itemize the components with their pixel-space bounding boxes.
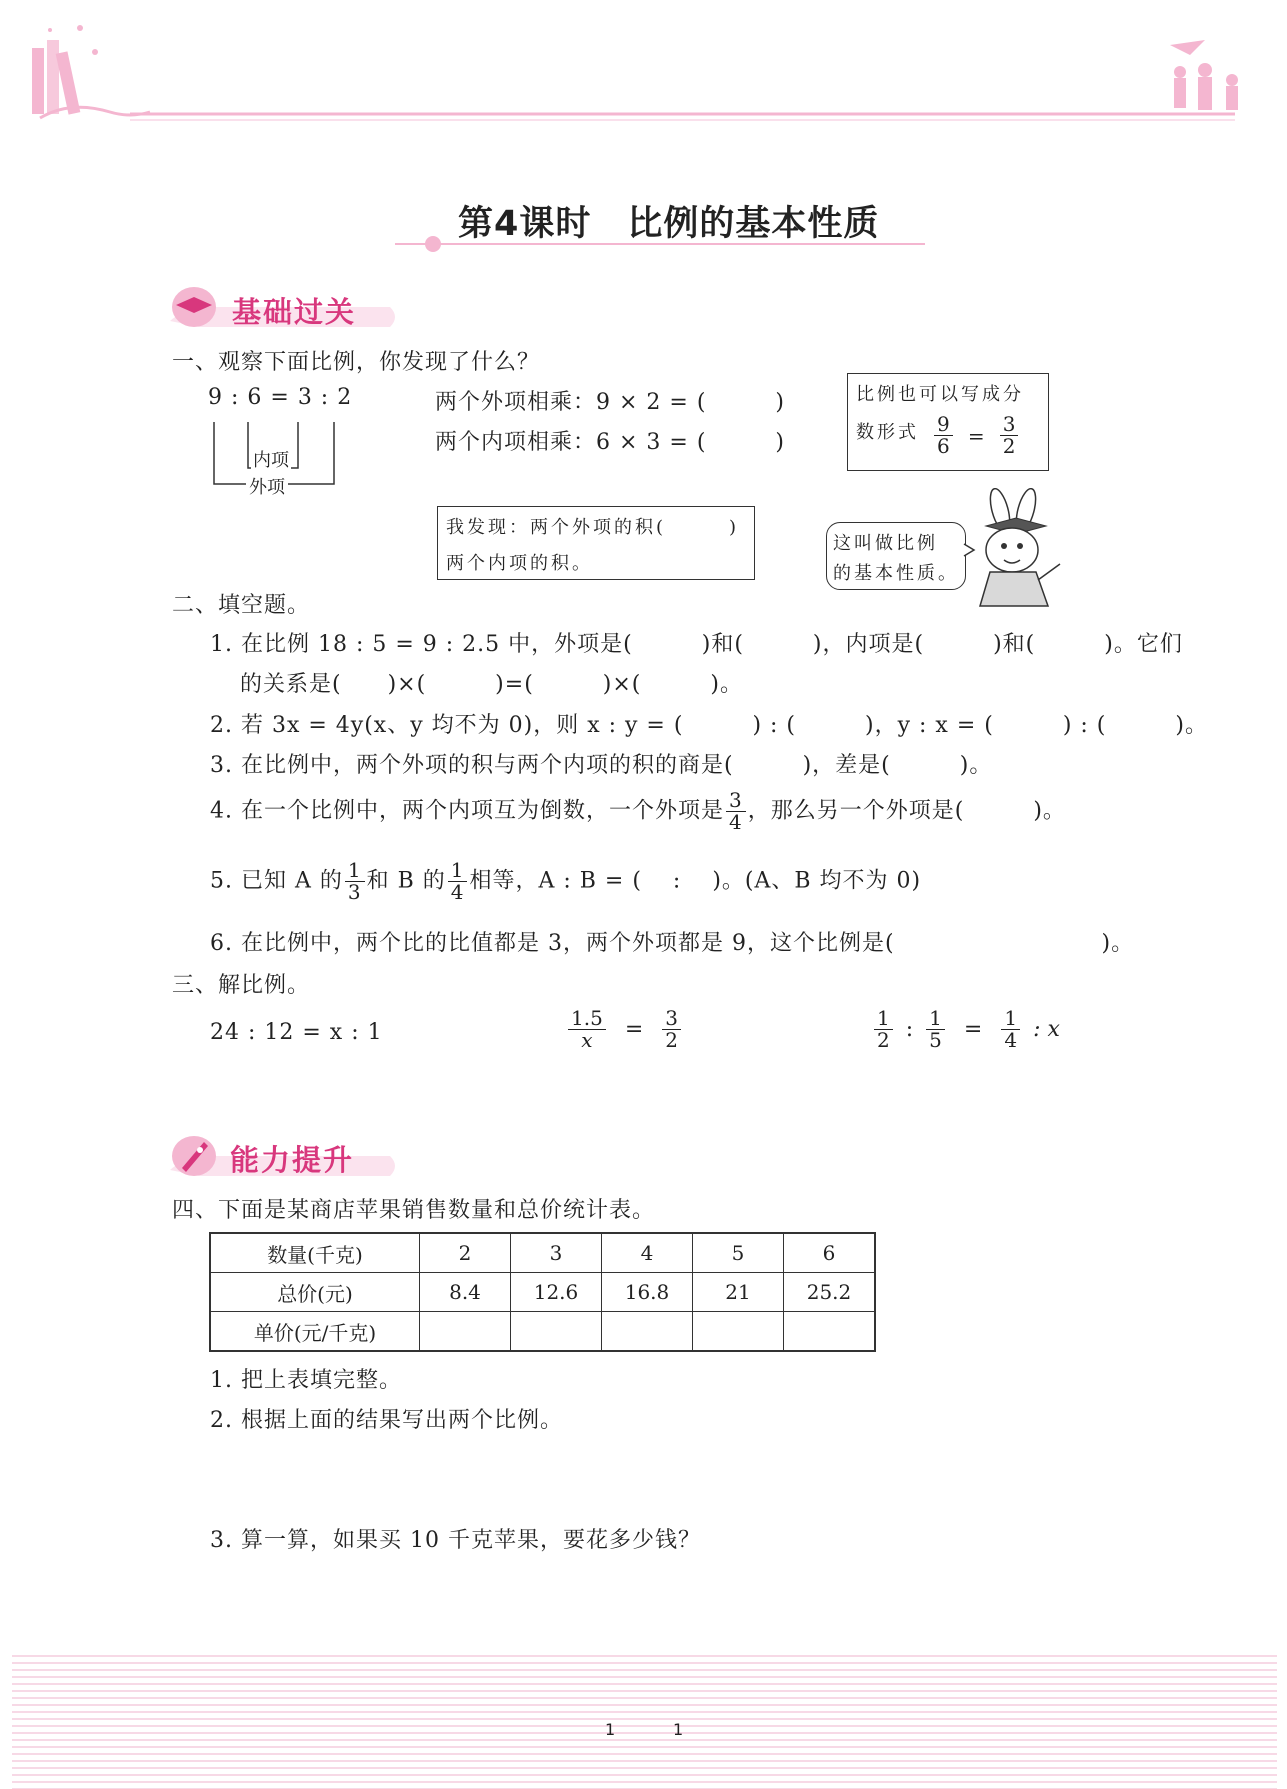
q2-item4: 4. 在一个比例中，两个内项互为倒数，一个外项是 $\frac{3}{4}$ ，那么另一个外项是( )。 <box>210 788 1066 834</box>
fraction-9-6: $\frac{9}{6}$ <box>934 414 953 457</box>
q1-fraction-note-box <box>847 373 1049 471</box>
q2-item1-line2: 的关系是( )×( )=( )×( )。 <box>240 672 743 697</box>
q4-sub3: 3. 算一算，如果买 10 千克苹果，要花多少钱？ <box>210 1528 701 1553</box>
q1-outer-label: 外项 <box>246 473 288 499</box>
rabbit-teacher-icon <box>960 488 1066 608</box>
fraction-1-3: $\frac{1}{3}$ <box>345 860 365 903</box>
q2-item5: 5. 已知 A 的 $\frac{1}{3}$ 和 B 的 $\frac{1}{4}$ 相等，A : B = ( : )。(A、B 均不为 0) <box>210 858 922 904</box>
q2-item3: 3. 在比例中，两个外项的积与两个内项的积的商是( )，差是( )。 <box>210 753 993 778</box>
row-label: 单价(元/千克) <box>210 1312 420 1352</box>
row-label: 数量(千克) <box>210 1233 420 1273</box>
footer-band <box>12 1655 1277 1789</box>
q1-inner-product: 两个内项相乘：6 × 3 = ( ) <box>435 430 786 455</box>
rocket-icon <box>172 1136 216 1176</box>
unit-price-cell[interactable] <box>511 1312 602 1352</box>
quantity-cell: 2 <box>420 1233 511 1273</box>
fraction-3-2-eq: $\frac{3}{2}$ <box>662 1008 681 1051</box>
fraction-1-4: $\frac{1}{4}$ <box>448 860 468 903</box>
q1-discovery-box <box>437 506 755 580</box>
quantity-cell: 4 <box>602 1233 693 1273</box>
q1-inner-label: 内项 <box>251 446 291 472</box>
lesson-title: 第4课时 比例的基本性质 <box>458 204 880 244</box>
discovery-line2: 两个内项的积。 <box>446 553 593 574</box>
bubble-line2: 的基本性质。 <box>833 563 959 584</box>
fraction-note-expression: $\frac{9}{6}$ = $\frac{3}{2}$ <box>932 414 1020 457</box>
section-title-basic: 基础过关 <box>232 295 357 329</box>
q2-item2: 2. 若 3x = 4y(x、y 均不为 0)，则 x : y = ( ) : ( )，y : x = ( ) : ( )。 <box>210 713 1208 738</box>
q3-eq2: $\frac{1.5}{x}$ = $\frac{3}{2}$ <box>566 1008 683 1051</box>
discovery-line1: 我发现：两个外项的积( ) <box>446 517 740 538</box>
q4-heading: 四、下面是某商店苹果销售数量和总价统计表。 <box>172 1198 656 1223</box>
fraction-3-2: $\frac{3}{2}$ <box>1000 414 1019 457</box>
q1-heading: 一、观察下面比例，你发现了什么？ <box>172 350 541 375</box>
fraction-1-2: $\frac{1}{2}$ <box>874 1008 893 1051</box>
q2-heading: 二、填空题。 <box>172 593 311 618</box>
books-logo-icon <box>32 25 150 118</box>
quantity-cell: 3 <box>511 1233 602 1273</box>
table-row-total <box>210 1273 875 1312</box>
q3-eq3: $\frac{1}{2}$ : $\frac{1}{5}$ = $\frac{1}{4}$ : x <box>872 1008 1060 1051</box>
quantity-cell: 6 <box>784 1233 876 1273</box>
total-cell: 25.2 <box>784 1273 876 1312</box>
fraction-1-4-eq: $\frac{1}{4}$ <box>1001 1008 1020 1051</box>
children-kite-icon <box>1170 40 1238 110</box>
q1-outer-product: 两个外项相乘：9 × 2 = ( ) <box>435 390 786 415</box>
total-cell: 16.8 <box>602 1273 693 1312</box>
unit-price-cell[interactable] <box>420 1312 511 1352</box>
q3-eq1: 24 : 12 = x : 1 <box>210 1020 383 1045</box>
q1-proportion: 9 : 6 = 3 : 2 <box>208 385 353 410</box>
row-label: 总价(元) <box>210 1273 420 1312</box>
q3-heading: 三、解比例。 <box>172 973 311 998</box>
fraction-1.5-x: $\frac{1.5}{x}$ <box>568 1008 606 1051</box>
q2-item6: 6. 在比例中，两个比的比值都是 3，两个外项都是 9，这个比例是( )。 <box>210 931 1135 956</box>
q2-item1-line1: 1. 在比例 18 : 5 = 9 : 2.5 中，外项是( )和( )，内项是( )和( )。它们 <box>210 632 1183 657</box>
q4-sub2: 2. 根据上面的结果写出两个比例。 <box>210 1408 563 1433</box>
fraction-note-prefix: 数形式 <box>856 422 919 443</box>
sales-table <box>209 1232 876 1352</box>
total-cell: 8.4 <box>420 1273 511 1312</box>
section-title-advanced: 能力提升 <box>230 1143 355 1177</box>
total-cell: 21 <box>693 1273 784 1312</box>
bubble-line1: 这叫做比例 <box>833 533 938 554</box>
fraction-1-5: $\frac{1}{5}$ <box>926 1008 945 1051</box>
header-decoration <box>0 0 1287 140</box>
graduation-cap-icon <box>172 287 216 327</box>
fraction-note-line1: 比例也可以写成分 <box>856 384 1024 405</box>
unit-price-cell[interactable] <box>602 1312 693 1352</box>
page-number-left: 1 <box>605 1720 616 1739</box>
table-row-quantity <box>210 1233 875 1273</box>
page-number-right: 1 <box>673 1720 684 1739</box>
unit-price-cell[interactable] <box>693 1312 784 1352</box>
table-row-unit-price <box>210 1312 875 1352</box>
unit-price-cell[interactable] <box>784 1312 876 1352</box>
fraction-3-4: $\frac{3}{4}$ <box>726 790 746 833</box>
title-underline <box>395 234 925 254</box>
total-cell: 12.6 <box>511 1273 602 1312</box>
quantity-cell: 5 <box>693 1233 784 1273</box>
q4-sub1: 1. 把上表填完整。 <box>210 1368 402 1393</box>
q1-speech-bubble <box>826 522 966 590</box>
